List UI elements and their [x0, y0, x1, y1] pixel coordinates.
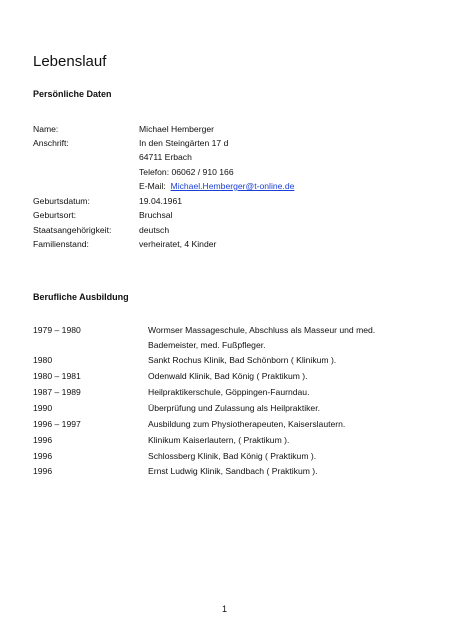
training-period: 1980 [33, 355, 53, 365]
training-text: Schlossberg Klinik, Bad König ( Praktikum ). [148, 451, 317, 461]
training-period: 1987 – 1989 [33, 387, 81, 397]
training-period: 1990 [33, 403, 53, 413]
birthdate-value: 19.04.1961 [139, 196, 183, 206]
family-value: verheiratet, 4 Kinder [139, 239, 217, 249]
training-text: Klinikum Kaiserlautern, ( Praktikum ). [148, 435, 290, 445]
family-label: Familienstand: [33, 239, 89, 249]
training-text: Sankt Rochus Klinik, Bad Schönborn ( Klinikum ). [148, 355, 337, 365]
training-text: Überprüfung und Zulassung als Heilpraktiker. [148, 403, 320, 413]
training-text: Odenwald Klinik, Bad König ( Praktikum ). [148, 371, 308, 381]
birthdate-label: Geburtsdatum: [33, 196, 90, 206]
birthplace-label: Geburtsort: [33, 210, 76, 220]
email-label: E-Mail: [139, 181, 166, 191]
email-line [139, 181, 294, 192]
birthplace-value: Bruchsal [139, 210, 173, 220]
training-text: Bademeister, med. Fußpfleger. [148, 340, 266, 350]
training-period: 1996 [33, 451, 53, 461]
nationality-value: deutsch [139, 225, 170, 235]
section-heading-training: Berufliche Ausbildung [33, 292, 129, 302]
training-period: 1996 [33, 466, 53, 476]
street-value: In den Steingärten 17 d [139, 138, 229, 148]
page-number: 1 [222, 604, 228, 614]
training-text: Heilpraktikerschule, Göppingen-Faurndau. [148, 387, 310, 397]
training-text: Wormser Massageschule, Abschluss als Masseur und med. [148, 325, 376, 335]
training-period: 1979 – 1980 [33, 325, 81, 335]
page-title: Lebenslauf [33, 53, 107, 70]
training-period: 1980 – 1981 [33, 371, 81, 381]
section-heading-personal: Persönliche Daten [33, 89, 112, 99]
name-label: Name: [33, 124, 59, 134]
phone-value: Telefon: 06062 / 910 166 [139, 167, 234, 177]
name-value: Michael Hemberger [139, 124, 214, 134]
training-text: Ernst Ludwig Klinik, Sandbach ( Praktikum ). [148, 466, 318, 476]
email-link[interactable]: Michael.Hemberger@t-online.de [170, 181, 295, 191]
training-period: 1996 [33, 435, 53, 445]
training-period: 1996 – 1997 [33, 419, 81, 429]
address-label: Anschrift: [33, 138, 69, 148]
city-value: 64711 Erbach [139, 152, 192, 162]
nationality-label: Staatsangehörigkeit: [33, 225, 112, 235]
training-text: Ausbildung zum Physiotherapeuten, Kaiserslautern. [148, 419, 346, 429]
